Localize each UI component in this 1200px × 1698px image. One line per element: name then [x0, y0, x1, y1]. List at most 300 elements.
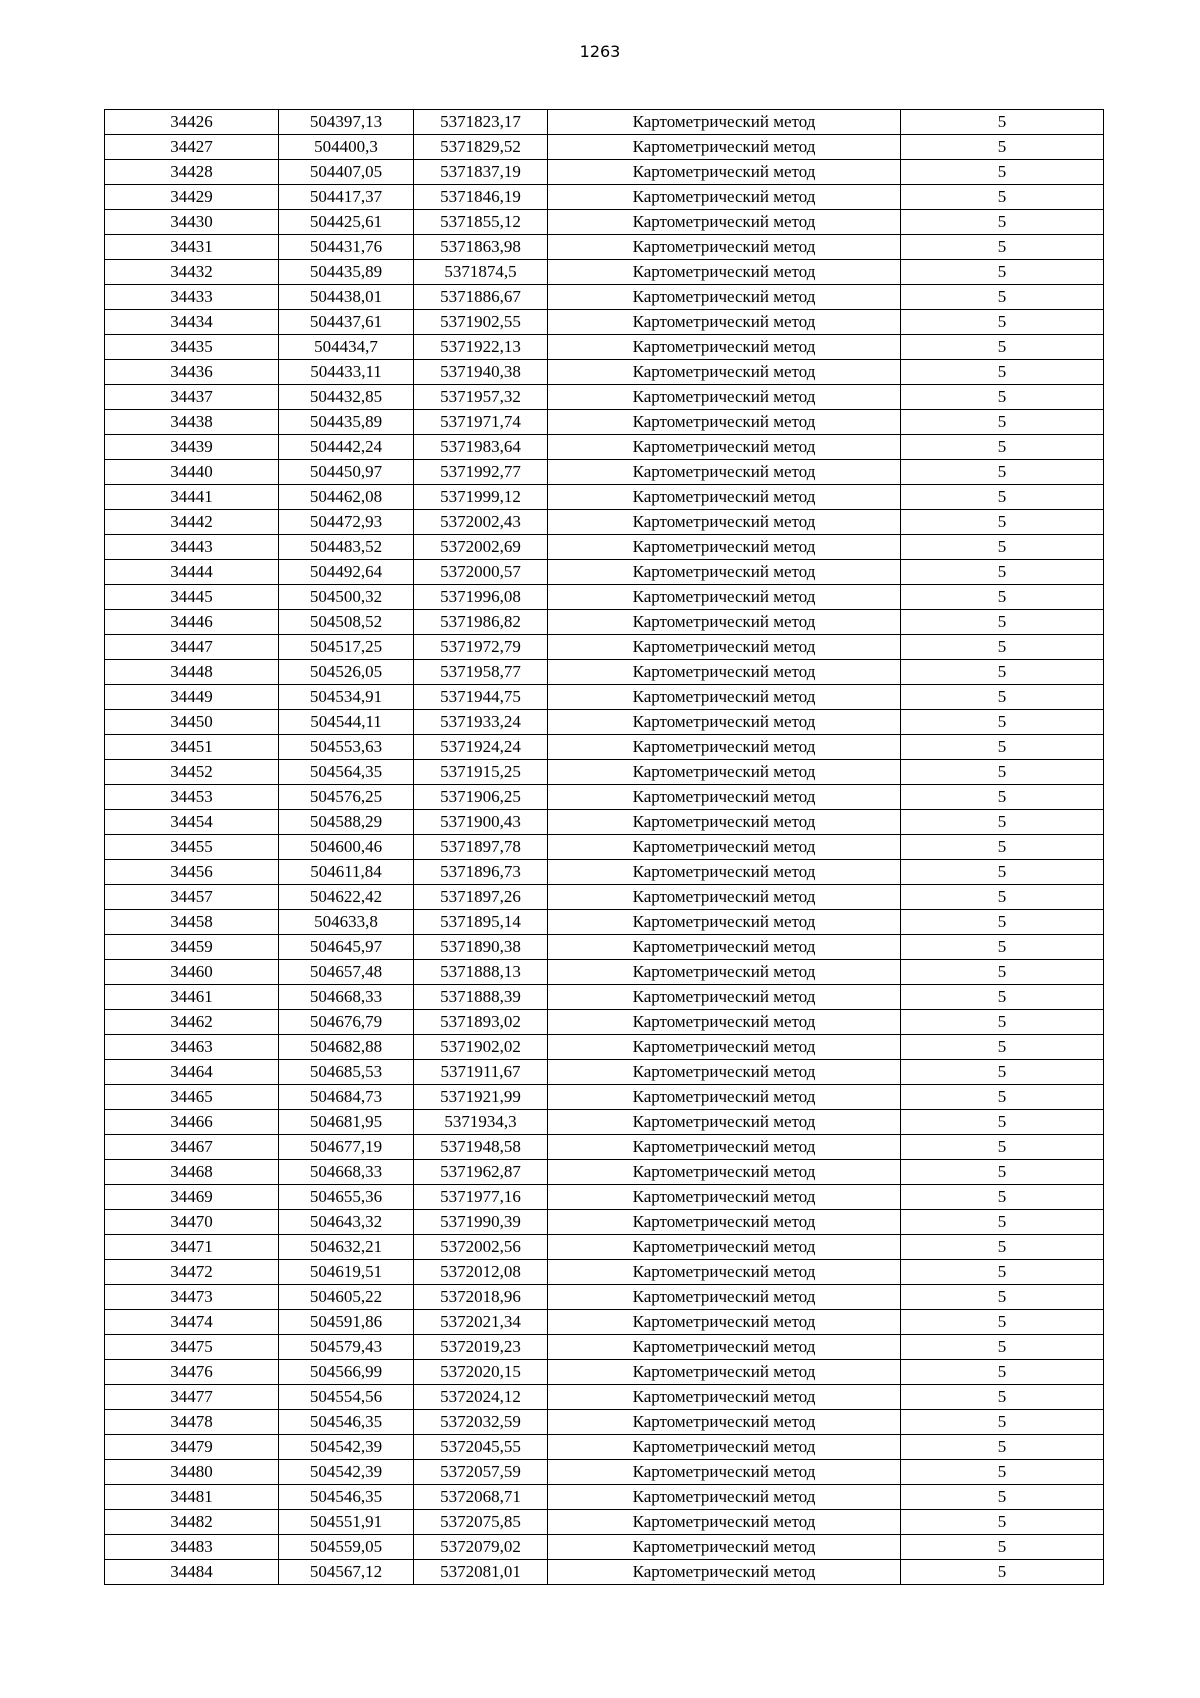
point-number-cell: 34435: [105, 335, 279, 360]
y-coordinate-cell: 5371855,12: [414, 210, 548, 235]
accuracy-cell: 5: [901, 635, 1104, 660]
y-coordinate-cell: 5371896,73: [414, 860, 548, 885]
accuracy-cell: 5: [901, 760, 1104, 785]
method-cell: Картометрический метод: [548, 385, 901, 410]
accuracy-cell: 5: [901, 210, 1104, 235]
x-coordinate-cell: 504564,35: [279, 760, 414, 785]
table-row: [105, 910, 1104, 935]
x-coordinate-cell: 504657,48: [279, 960, 414, 985]
accuracy-cell: 5: [901, 1385, 1104, 1410]
method-cell: Картометрический метод: [548, 1210, 901, 1235]
method-cell: Картометрический метод: [548, 535, 901, 560]
point-number-cell: 34467: [105, 1135, 279, 1160]
accuracy-cell: 5: [901, 1085, 1104, 1110]
method-cell: Картометрический метод: [548, 685, 901, 710]
point-number-cell: 34479: [105, 1435, 279, 1460]
table-row: [105, 1110, 1104, 1135]
y-coordinate-cell: 5372032,59: [414, 1410, 548, 1435]
point-number-cell: 34463: [105, 1035, 279, 1060]
x-coordinate-cell: 504633,8: [279, 910, 414, 935]
method-cell: Картометрический метод: [548, 1185, 901, 1210]
x-coordinate-cell: 504611,84: [279, 860, 414, 885]
method-cell: Картометрический метод: [548, 185, 901, 210]
point-number-cell: 34455: [105, 835, 279, 860]
table-row: [105, 760, 1104, 785]
table-row: [105, 1335, 1104, 1360]
table-row: [105, 610, 1104, 635]
point-number-cell: 34449: [105, 685, 279, 710]
point-number-cell: 34453: [105, 785, 279, 810]
point-number-cell: 34445: [105, 585, 279, 610]
x-coordinate-cell: 504526,05: [279, 660, 414, 685]
point-number-cell: 34474: [105, 1310, 279, 1335]
table-row: [105, 835, 1104, 860]
accuracy-cell: 5: [901, 460, 1104, 485]
point-number-cell: 34431: [105, 235, 279, 260]
method-cell: Картометрический метод: [548, 960, 901, 985]
y-coordinate-cell: 5371902,55: [414, 310, 548, 335]
page-number: 1263: [579, 42, 621, 61]
point-number-cell: 34477: [105, 1385, 279, 1410]
method-cell: Картометрический метод: [548, 1035, 901, 1060]
accuracy-cell: 5: [901, 535, 1104, 560]
x-coordinate-cell: 504432,85: [279, 385, 414, 410]
method-cell: Картометрический метод: [548, 560, 901, 585]
table-row: [105, 1560, 1104, 1585]
point-number-cell: 34472: [105, 1260, 279, 1285]
point-number-cell: 34484: [105, 1560, 279, 1585]
table-row: [105, 1385, 1104, 1410]
method-cell: Картометрический метод: [548, 1435, 901, 1460]
table-row: [105, 1310, 1104, 1335]
table-row: [105, 960, 1104, 985]
x-coordinate-cell: 504508,52: [279, 610, 414, 635]
table-body: [105, 110, 1104, 1585]
accuracy-cell: 5: [901, 160, 1104, 185]
y-coordinate-cell: 5371972,79: [414, 635, 548, 660]
accuracy-cell: 5: [901, 1285, 1104, 1310]
accuracy-cell: 5: [901, 1310, 1104, 1335]
point-number-cell: 34428: [105, 160, 279, 185]
table-row: [105, 1035, 1104, 1060]
method-cell: Картометрический метод: [548, 1060, 901, 1085]
method-cell: Картометрический метод: [548, 635, 901, 660]
point-number-cell: 34465: [105, 1085, 279, 1110]
y-coordinate-cell: 5372057,59: [414, 1460, 548, 1485]
x-coordinate-cell: 504600,46: [279, 835, 414, 860]
accuracy-cell: 5: [901, 1360, 1104, 1385]
point-number-cell: 34451: [105, 735, 279, 760]
x-coordinate-cell: 504622,42: [279, 885, 414, 910]
method-cell: Картометрический метод: [548, 1160, 901, 1185]
x-coordinate-cell: 504566,99: [279, 1360, 414, 1385]
table-row: [105, 110, 1104, 135]
accuracy-cell: 5: [901, 1010, 1104, 1035]
y-coordinate-cell: 5371948,58: [414, 1135, 548, 1160]
y-coordinate-cell: 5372002,69: [414, 535, 548, 560]
method-cell: Картометрический метод: [548, 1460, 901, 1485]
method-cell: Картометрический метод: [548, 1335, 901, 1360]
y-coordinate-cell: 5371958,77: [414, 660, 548, 685]
y-coordinate-cell: 5371992,77: [414, 460, 548, 485]
accuracy-cell: 5: [901, 410, 1104, 435]
x-coordinate-cell: 504542,39: [279, 1460, 414, 1485]
x-coordinate-cell: 504681,95: [279, 1110, 414, 1135]
y-coordinate-cell: 5371944,75: [414, 685, 548, 710]
accuracy-cell: 5: [901, 260, 1104, 285]
accuracy-cell: 5: [901, 1060, 1104, 1085]
table-row: [105, 1535, 1104, 1560]
method-cell: Картометрический метод: [548, 135, 901, 160]
accuracy-cell: 5: [901, 835, 1104, 860]
accuracy-cell: 5: [901, 1435, 1104, 1460]
y-coordinate-cell: 5371922,13: [414, 335, 548, 360]
method-cell: Картометрический метод: [548, 585, 901, 610]
table-row: [105, 710, 1104, 735]
table-row: [105, 885, 1104, 910]
x-coordinate-cell: 504397,13: [279, 110, 414, 135]
method-cell: Картометрический метод: [548, 910, 901, 935]
point-number-cell: 34470: [105, 1210, 279, 1235]
point-number-cell: 34439: [105, 435, 279, 460]
method-cell: Картометрический метод: [548, 835, 901, 860]
y-coordinate-cell: 5371890,38: [414, 935, 548, 960]
x-coordinate-cell: 504576,25: [279, 785, 414, 810]
accuracy-cell: 5: [901, 1410, 1104, 1435]
table-row: [105, 460, 1104, 485]
point-number-cell: 34478: [105, 1410, 279, 1435]
y-coordinate-cell: 5372019,23: [414, 1335, 548, 1360]
point-number-cell: 34433: [105, 285, 279, 310]
y-coordinate-cell: 5371874,5: [414, 260, 548, 285]
y-coordinate-cell: 5372079,02: [414, 1535, 548, 1560]
x-coordinate-cell: 504542,39: [279, 1435, 414, 1460]
method-cell: Картометрический метод: [548, 410, 901, 435]
y-coordinate-cell: 5371977,16: [414, 1185, 548, 1210]
accuracy-cell: 5: [901, 1035, 1104, 1060]
y-coordinate-cell: 5372000,57: [414, 560, 548, 585]
table-row: [105, 1010, 1104, 1035]
table-row: [105, 1260, 1104, 1285]
accuracy-cell: 5: [901, 885, 1104, 910]
table-row: [105, 1410, 1104, 1435]
x-coordinate-cell: 504437,61: [279, 310, 414, 335]
point-number-cell: 34460: [105, 960, 279, 985]
method-cell: Картометрический метод: [548, 235, 901, 260]
y-coordinate-cell: 5371957,32: [414, 385, 548, 410]
x-coordinate-cell: 504433,11: [279, 360, 414, 385]
x-coordinate-cell: 504435,89: [279, 410, 414, 435]
method-cell: Картометрический метод: [548, 1310, 901, 1335]
method-cell: Картометрический метод: [548, 110, 901, 135]
method-cell: Картометрический метод: [548, 1235, 901, 1260]
accuracy-cell: 5: [901, 285, 1104, 310]
point-number-cell: 34464: [105, 1060, 279, 1085]
table-row: [105, 985, 1104, 1010]
point-number-cell: 34437: [105, 385, 279, 410]
method-cell: Картометрический метод: [548, 710, 901, 735]
accuracy-cell: 5: [901, 435, 1104, 460]
point-number-cell: 34462: [105, 1010, 279, 1035]
accuracy-cell: 5: [901, 860, 1104, 885]
point-number-cell: 34429: [105, 185, 279, 210]
accuracy-cell: 5: [901, 510, 1104, 535]
accuracy-cell: 5: [901, 610, 1104, 635]
y-coordinate-cell: 5371886,67: [414, 285, 548, 310]
point-number-cell: 34430: [105, 210, 279, 235]
table-row: [105, 1185, 1104, 1210]
accuracy-cell: 5: [901, 1185, 1104, 1210]
table-row: [105, 285, 1104, 310]
point-number-cell: 34456: [105, 860, 279, 885]
accuracy-cell: 5: [901, 1135, 1104, 1160]
point-number-cell: 34476: [105, 1360, 279, 1385]
x-coordinate-cell: 504645,97: [279, 935, 414, 960]
accuracy-cell: 5: [901, 1510, 1104, 1535]
y-coordinate-cell: 5372020,15: [414, 1360, 548, 1385]
x-coordinate-cell: 504668,33: [279, 1160, 414, 1185]
y-coordinate-cell: 5371983,64: [414, 435, 548, 460]
table-row: [105, 210, 1104, 235]
y-coordinate-cell: 5371902,02: [414, 1035, 548, 1060]
point-number-cell: 34458: [105, 910, 279, 935]
table-row: [105, 260, 1104, 285]
table-row: [105, 585, 1104, 610]
table-row: [105, 860, 1104, 885]
x-coordinate-cell: 504554,56: [279, 1385, 414, 1410]
y-coordinate-cell: 5371990,39: [414, 1210, 548, 1235]
y-coordinate-cell: 5371906,25: [414, 785, 548, 810]
x-coordinate-cell: 504619,51: [279, 1260, 414, 1285]
table-row: [105, 1060, 1104, 1085]
y-coordinate-cell: 5371921,99: [414, 1085, 548, 1110]
method-cell: Картометрический метод: [548, 660, 901, 685]
y-coordinate-cell: 5372018,96: [414, 1285, 548, 1310]
x-coordinate-cell: 504682,88: [279, 1035, 414, 1060]
point-number-cell: 34444: [105, 560, 279, 585]
method-cell: Картометрический метод: [548, 1535, 901, 1560]
accuracy-cell: 5: [901, 1460, 1104, 1485]
y-coordinate-cell: 5372002,43: [414, 510, 548, 535]
y-coordinate-cell: 5371915,25: [414, 760, 548, 785]
accuracy-cell: 5: [901, 1535, 1104, 1560]
y-coordinate-cell: 5371888,39: [414, 985, 548, 1010]
point-number-cell: 34454: [105, 810, 279, 835]
accuracy-cell: 5: [901, 1235, 1104, 1260]
x-coordinate-cell: 504438,01: [279, 285, 414, 310]
table-row: [105, 1160, 1104, 1185]
point-number-cell: 34468: [105, 1160, 279, 1185]
point-number-cell: 34427: [105, 135, 279, 160]
table-row: [105, 435, 1104, 460]
y-coordinate-cell: 5372045,55: [414, 1435, 548, 1460]
x-coordinate-cell: 504534,91: [279, 685, 414, 710]
accuracy-cell: 5: [901, 685, 1104, 710]
method-cell: Картометрический метод: [548, 735, 901, 760]
x-coordinate-cell: 504685,53: [279, 1060, 414, 1085]
x-coordinate-cell: 504407,05: [279, 160, 414, 185]
method-cell: Картометрический метод: [548, 935, 901, 960]
table-row: [105, 410, 1104, 435]
accuracy-cell: 5: [901, 560, 1104, 585]
table-row: [105, 635, 1104, 660]
x-coordinate-cell: 504546,35: [279, 1485, 414, 1510]
method-cell: Картометрический метод: [548, 1110, 901, 1135]
point-number-cell: 34442: [105, 510, 279, 535]
x-coordinate-cell: 504492,64: [279, 560, 414, 585]
x-coordinate-cell: 504632,21: [279, 1235, 414, 1260]
point-number-cell: 34457: [105, 885, 279, 910]
x-coordinate-cell: 504472,93: [279, 510, 414, 535]
accuracy-cell: 5: [901, 785, 1104, 810]
table-row: [105, 1360, 1104, 1385]
table-row: [105, 235, 1104, 260]
point-number-cell: 34426: [105, 110, 279, 135]
point-number-cell: 34483: [105, 1535, 279, 1560]
x-coordinate-cell: 504450,97: [279, 460, 414, 485]
x-coordinate-cell: 504559,05: [279, 1535, 414, 1560]
method-cell: Картометрический метод: [548, 1410, 901, 1435]
point-number-cell: 34450: [105, 710, 279, 735]
method-cell: Картометрический метод: [548, 1360, 901, 1385]
method-cell: Картометрический метод: [548, 160, 901, 185]
method-cell: Картометрический метод: [548, 485, 901, 510]
accuracy-cell: 5: [901, 135, 1104, 160]
table-row: [105, 1485, 1104, 1510]
point-number-cell: 34461: [105, 985, 279, 1010]
method-cell: Картометрический метод: [548, 360, 901, 385]
method-cell: Картометрический метод: [548, 1560, 901, 1585]
point-number-cell: 34441: [105, 485, 279, 510]
table-row: [105, 660, 1104, 685]
y-coordinate-cell: 5371986,82: [414, 610, 548, 635]
point-number-cell: 34446: [105, 610, 279, 635]
y-coordinate-cell: 5371999,12: [414, 485, 548, 510]
table-row: [105, 335, 1104, 360]
point-number-cell: 34475: [105, 1335, 279, 1360]
y-coordinate-cell: 5371897,26: [414, 885, 548, 910]
accuracy-cell: 5: [901, 810, 1104, 835]
table-row: [105, 1435, 1104, 1460]
x-coordinate-cell: 504677,19: [279, 1135, 414, 1160]
accuracy-cell: 5: [901, 910, 1104, 935]
table-row: [105, 560, 1104, 585]
accuracy-cell: 5: [901, 310, 1104, 335]
method-cell: Картометрический метод: [548, 885, 901, 910]
accuracy-cell: 5: [901, 710, 1104, 735]
y-coordinate-cell: 5372068,71: [414, 1485, 548, 1510]
y-coordinate-cell: 5371837,19: [414, 160, 548, 185]
point-number-cell: 34448: [105, 660, 279, 685]
y-coordinate-cell: 5372024,12: [414, 1385, 548, 1410]
coordinates-table: [104, 109, 1104, 1585]
method-cell: Картометрический метод: [548, 310, 901, 335]
accuracy-cell: 5: [901, 1485, 1104, 1510]
point-number-cell: 34436: [105, 360, 279, 385]
y-coordinate-cell: 5371900,43: [414, 810, 548, 835]
method-cell: Картометрический метод: [548, 610, 901, 635]
x-coordinate-cell: 504431,76: [279, 235, 414, 260]
accuracy-cell: 5: [901, 185, 1104, 210]
point-number-cell: 34434: [105, 310, 279, 335]
y-coordinate-cell: 5371863,98: [414, 235, 548, 260]
table-row: [105, 360, 1104, 385]
y-coordinate-cell: 5371940,38: [414, 360, 548, 385]
accuracy-cell: 5: [901, 235, 1104, 260]
x-coordinate-cell: 504676,79: [279, 1010, 414, 1035]
point-number-cell: 34443: [105, 535, 279, 560]
point-number-cell: 34480: [105, 1460, 279, 1485]
table-row: [105, 1235, 1104, 1260]
x-coordinate-cell: 504400,3: [279, 135, 414, 160]
x-coordinate-cell: 504567,12: [279, 1560, 414, 1585]
table-row: [105, 510, 1104, 535]
x-coordinate-cell: 504425,61: [279, 210, 414, 235]
point-number-cell: 34473: [105, 1285, 279, 1310]
accuracy-cell: 5: [901, 985, 1104, 1010]
x-coordinate-cell: 504546,35: [279, 1410, 414, 1435]
method-cell: Картометрический метод: [548, 260, 901, 285]
accuracy-cell: 5: [901, 1160, 1104, 1185]
method-cell: Картометрический метод: [548, 460, 901, 485]
x-coordinate-cell: 504442,24: [279, 435, 414, 460]
accuracy-cell: 5: [901, 935, 1104, 960]
method-cell: Картометрический метод: [548, 760, 901, 785]
accuracy-cell: 5: [901, 735, 1104, 760]
point-number-cell: 34432: [105, 260, 279, 285]
table-row: [105, 1085, 1104, 1110]
x-coordinate-cell: 504544,11: [279, 710, 414, 735]
table-row: [105, 935, 1104, 960]
y-coordinate-cell: 5371897,78: [414, 835, 548, 860]
table-row: [105, 385, 1104, 410]
x-coordinate-cell: 504643,32: [279, 1210, 414, 1235]
table-row: [105, 785, 1104, 810]
y-coordinate-cell: 5371895,14: [414, 910, 548, 935]
y-coordinate-cell: 5371962,87: [414, 1160, 548, 1185]
y-coordinate-cell: 5371934,3: [414, 1110, 548, 1135]
point-number-cell: 34447: [105, 635, 279, 660]
y-coordinate-cell: 5371829,52: [414, 135, 548, 160]
y-coordinate-cell: 5372081,01: [414, 1560, 548, 1585]
x-coordinate-cell: 504655,36: [279, 1185, 414, 1210]
method-cell: Картометрический метод: [548, 810, 901, 835]
accuracy-cell: 5: [901, 1335, 1104, 1360]
y-coordinate-cell: 5372012,08: [414, 1260, 548, 1285]
table-row: [105, 535, 1104, 560]
x-coordinate-cell: 504579,43: [279, 1335, 414, 1360]
accuracy-cell: 5: [901, 110, 1104, 135]
table-row: [105, 485, 1104, 510]
y-coordinate-cell: 5371888,13: [414, 960, 548, 985]
table-row: [105, 1210, 1104, 1235]
method-cell: Картометрический метод: [548, 1285, 901, 1310]
point-number-cell: 34459: [105, 935, 279, 960]
method-cell: Картометрический метод: [548, 285, 901, 310]
method-cell: Картометрический метод: [548, 860, 901, 885]
point-number-cell: 34466: [105, 1110, 279, 1135]
method-cell: Картометрический метод: [548, 1385, 901, 1410]
table-row: [105, 1460, 1104, 1485]
x-coordinate-cell: 504668,33: [279, 985, 414, 1010]
x-coordinate-cell: 504684,73: [279, 1085, 414, 1110]
table-row: [105, 185, 1104, 210]
y-coordinate-cell: 5372021,34: [414, 1310, 548, 1335]
accuracy-cell: 5: [901, 960, 1104, 985]
table-row: [105, 310, 1104, 335]
x-coordinate-cell: 504517,25: [279, 635, 414, 660]
method-cell: Картометрический метод: [548, 785, 901, 810]
